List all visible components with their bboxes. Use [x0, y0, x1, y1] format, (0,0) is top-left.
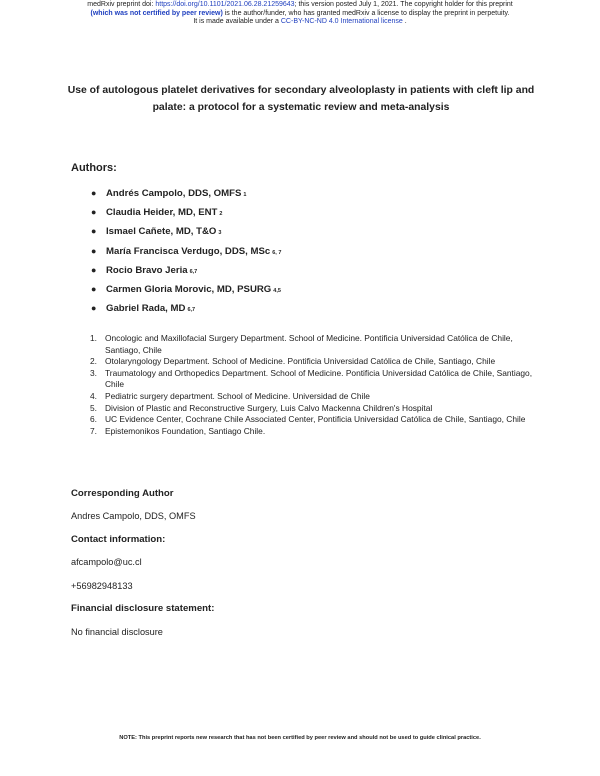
bullet-icon: ●	[91, 264, 97, 275]
bullet-icon: ●	[91, 207, 97, 218]
bullet-icon: ●	[91, 303, 97, 314]
header-line-1: medRxiv preprint doi: https://doi.org/10.1101/2021.06.28.21259643; this version posted July 1, 2021. The copyright holder for this preprint	[87, 1, 513, 8]
license-link[interactable]: CC-BY-NC-ND 4.0 International license	[280, 18, 403, 26]
affiliation-item: 7. Epistemonikos Foundation, Santiago Chile.	[90, 425, 266, 436]
affiliation-item: 6. UC Evidence Center, Cochrane Chile Associated Center, Pontificia Universidad Católica de Chile, Santiago, Chile	[90, 414, 526, 425]
preprint-note: NOTE: This preprint reports new research that has not been certified by peer review and should not be used to guide clinical practice.	[119, 735, 481, 741]
affiliation-item: 1. Oncologic and Maxillofacial Surgery Department. School of Medicine. Pontificia Universidad Católica de Chile, Santiago, Chile	[90, 333, 513, 355]
author-item: ● Rocio Bravo Jeria 6,7	[91, 264, 198, 276]
contact-email[interactable]: afcampolo@uc.cl	[71, 557, 142, 567]
corresponding-name: Andres Campolo, DDS, OMFS	[71, 511, 196, 521]
header-line-2: (which was not certified by peer review) is the author/funder, who has granted medRxiv a license to display the preprint in perpetuity.	[90, 9, 510, 17]
author-item: ● Carmen Gloria Morovic, MD, PSURG 4,5	[91, 283, 281, 295]
affiliation-item: 4. Pediatric surgery department. School of Medicine. Universidad de Chile	[90, 390, 370, 401]
corresponding-heading: Corresponding Author	[71, 488, 174, 499]
affiliation-item: 3. Traumatology and Orthopedics Department. School of Medicine. Pontificia Universidad Católica de Chile, Santiago, Chile	[90, 367, 533, 390]
bullet-icon: ●	[91, 245, 97, 256]
authors-heading: Authors:	[71, 162, 117, 174]
header-line-3: It is made available under a CC-BY-NC-ND 4.0 International license .	[193, 18, 407, 26]
affiliation-item: 2. Otolaryngology Department. School of Medicine. Pontificia Universidad Católica de Chile, Santiago, Chile	[90, 356, 496, 367]
author-item: ● Claudia Heider, MD, ENT 2	[91, 207, 223, 219]
financial-text: No financial disclosure	[71, 627, 163, 637]
contact-phone: +56982948133	[71, 581, 133, 591]
bullet-icon: ●	[91, 188, 97, 198]
bullet-icon: ●	[91, 226, 97, 237]
doi-link[interactable]: https://doi.org/10.1101/2021.06.28.21259643	[155, 1, 295, 8]
financial-heading: Financial disclosure statement:	[71, 603, 215, 614]
author-item: ● Ismael Cañete, MD, T&O 3	[91, 226, 222, 238]
author-list	[91, 188, 281, 322]
author-item: ● Gabriel Rada, MD 6,7	[91, 303, 196, 315]
bullet-icon: ●	[91, 283, 97, 294]
author-item: ● María Francisca Verdugo, DDS, MSc 6, 7	[91, 245, 282, 257]
paper-title: Use of autologous platelet derivatives for secondary alveoloplasty in patients with cleft lip and palate: a protocol for a systematic review and meta-analysis	[67, 85, 535, 113]
preprint-header	[0, 1, 600, 27]
affiliation-item: 5. Division of Plastic and Reconstructive Surgery, Luis Calvo Mackenna Children's Hospital	[90, 402, 433, 413]
affiliation-list	[90, 333, 550, 437]
author-item: ● Andrés Campolo, DDS, OMFS 1	[91, 188, 247, 199]
contact-heading: Contact information:	[71, 534, 166, 545]
